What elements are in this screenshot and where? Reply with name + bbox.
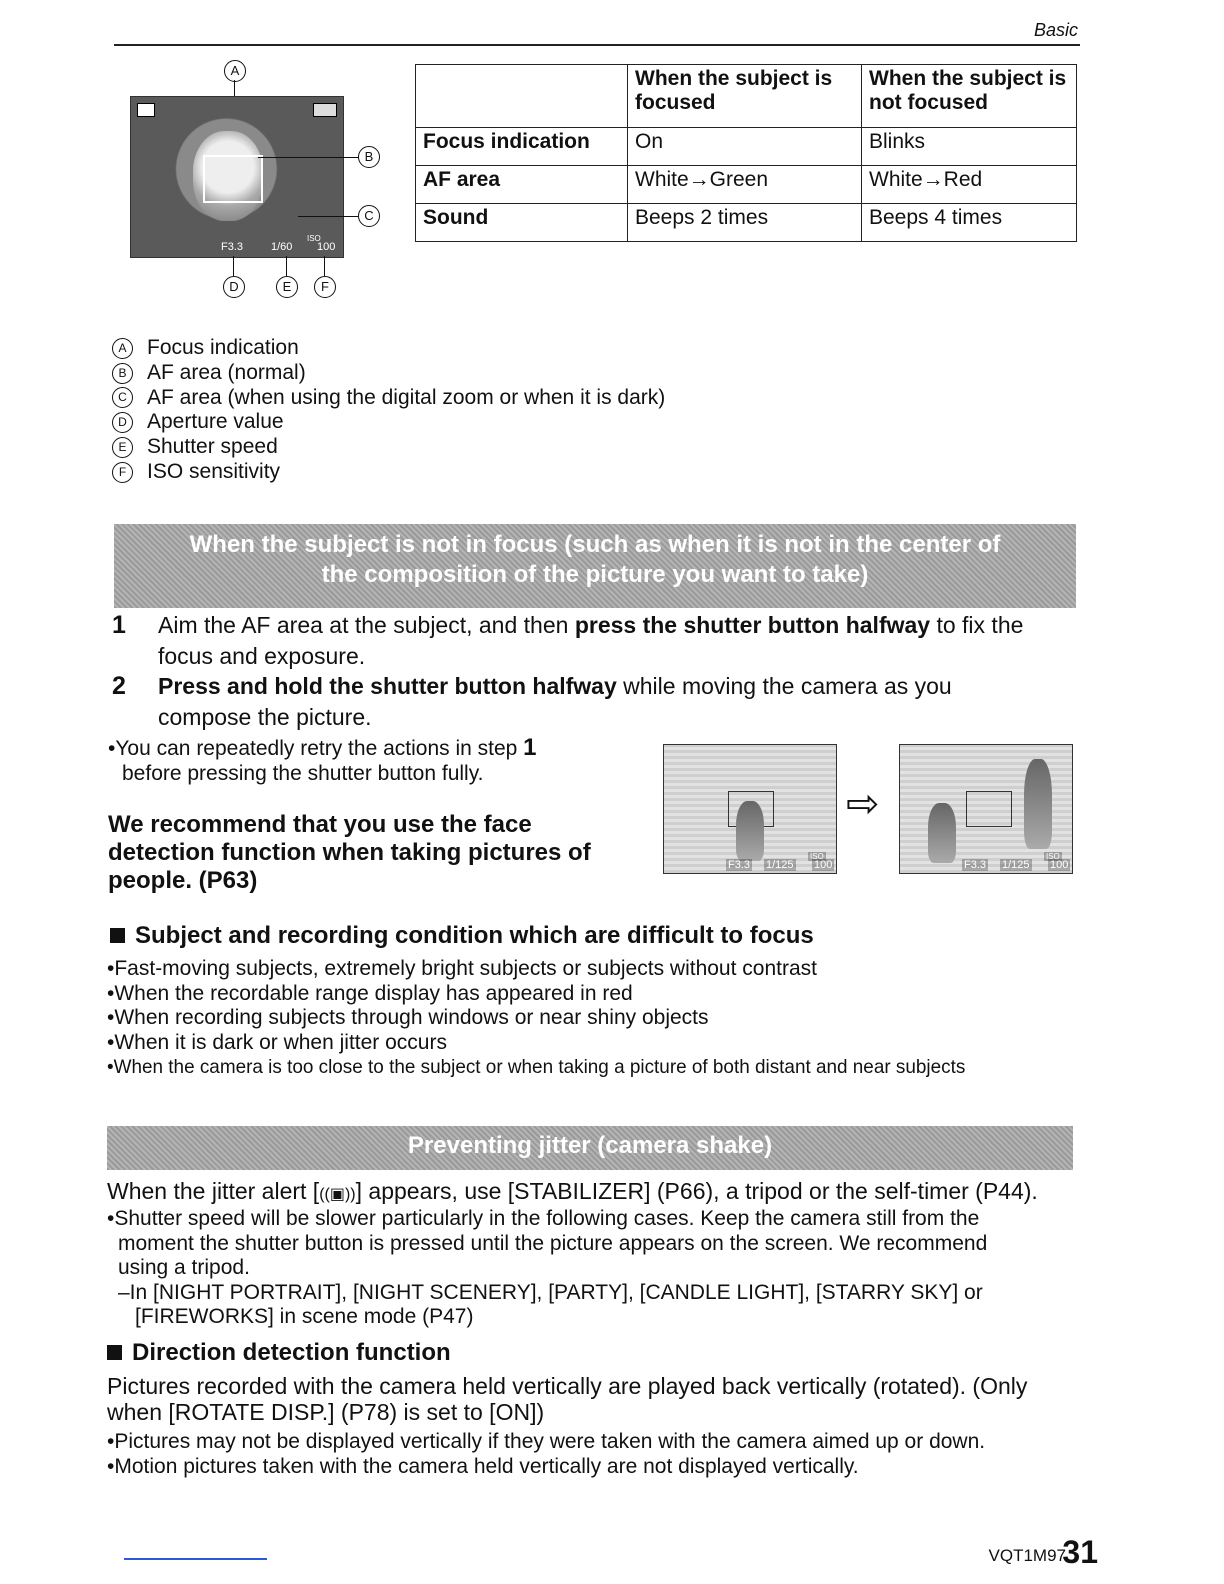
legend-text: Aperture value (147, 410, 284, 434)
document-code: VQT1M97 (988, 1546, 1066, 1565)
banner-line: When the subject is not in focus (such as when it is not in the center of (189, 531, 1001, 558)
camera-diagram (112, 60, 402, 310)
shutter-speed: 1/125 (766, 859, 794, 871)
jitter-intro-text: ] appears, use [STABILIZER] (P66), a tripod or the self-timer (P44). (355, 1178, 1038, 1204)
legend-mark: A (112, 338, 133, 359)
camera-mode-icon (137, 103, 155, 117)
step-2 (112, 671, 1092, 733)
subject-figure (1024, 759, 1052, 849)
table-cell: White→Green (628, 166, 862, 204)
callout-line-d (233, 256, 234, 276)
list-item: •When recording subjects through windows or near shiny objects (107, 1006, 709, 1029)
jitter-intro-text: When the jitter alert [ (107, 1178, 320, 1204)
section-banner-focus (114, 524, 1076, 608)
list-item: •Fast-moving subjects, extremely bright subjects or subjects without contrast (107, 957, 817, 980)
step-number: 2 (112, 672, 126, 700)
table-header-cell: When the subject is not focused (862, 65, 1077, 128)
retry-note-text: before pressing the shutter button fully. (122, 762, 484, 785)
heading-text: Subject and recording condition which are difficult to focus (135, 922, 814, 949)
list-item: •When it is dark or when jitter occurs (107, 1030, 447, 1054)
square-bullet-icon (110, 928, 125, 943)
table-header-row (416, 65, 1077, 128)
table-row (416, 128, 1077, 166)
table-row-label: AF area (416, 166, 628, 204)
shutter-speed: 1/125 (1002, 859, 1030, 871)
page-number: 31 (1062, 1534, 1098, 1570)
callout-line-e (286, 256, 287, 276)
battery-icon (313, 103, 337, 117)
legend-text: AF area (normal) (147, 360, 306, 384)
table-cell: Beeps 2 times (628, 204, 862, 242)
legend-item (112, 336, 665, 361)
composition-thumbnail-before (663, 744, 837, 874)
step-text-bold: press the shutter button halfway (574, 612, 931, 638)
table-row (416, 166, 1077, 204)
jitter-note-line: using a tripod. (118, 1256, 250, 1279)
jitter-note-line: •Shutter speed will be slower particularly in the following cases. Keep the camera still from the (107, 1207, 980, 1230)
legend-text: ISO sensitivity (147, 459, 281, 483)
step-text (158, 671, 1092, 733)
callout-f: F (314, 276, 336, 298)
callout-d: D (223, 276, 245, 298)
face-detection-recommendation (108, 811, 628, 895)
retry-note (108, 735, 628, 786)
jitter-scene-line: –In [NIGHT PORTRAIT], [NIGHT SCENERY], [PARTY], [CANDLE LIGHT], [STARRY SKY] or (118, 1280, 983, 1304)
jitter-notes (107, 1207, 1107, 1330)
callout-line-b (258, 157, 358, 158)
callout-e: E (276, 276, 298, 298)
iso-label: ISO (1046, 852, 1060, 861)
direction-detection-list (107, 1430, 1107, 1479)
focus-table (415, 64, 1077, 242)
legend-mark: E (112, 437, 133, 458)
header-rule (114, 44, 1080, 46)
difficult-focus-list (107, 957, 1107, 1080)
legend-item (112, 361, 665, 386)
shutter-speed: 1/60 (271, 241, 293, 253)
paragraph-line: Pictures recorded with the camera held vertically are played back vertically (rotated). (Only (107, 1373, 1028, 1399)
legend-mark: F (112, 462, 133, 483)
subject-figure (928, 803, 956, 863)
step-text-bold: Press and hold the shutter button halfway (158, 673, 617, 699)
legend-item (112, 410, 665, 435)
jitter-alert-icon: ((▣)) (319, 1186, 356, 1203)
step-text-part: Aim the AF area at the subject, and then (158, 612, 575, 638)
legend-text: AF area (when using the digital zoom or when it is dark) (147, 385, 666, 409)
diagram-legend (112, 336, 665, 485)
footer-underline (124, 1558, 267, 1560)
list-item: •When the recordable range display has appeared in red (107, 981, 633, 1005)
legend-item (112, 386, 665, 411)
section-banner-jitter: Preventing jitter (camera shake) (107, 1126, 1073, 1170)
legend-item (112, 435, 665, 460)
callout-line-f (324, 256, 325, 276)
jitter-note-line: moment the shutter button is pressed until the picture appears on the screen. We recommend (118, 1231, 988, 1255)
step-text-part: to fix the (930, 612, 1024, 638)
recommend-line: detection function when taking pictures of (108, 839, 591, 866)
af-area-box (203, 155, 263, 203)
recommend-line: people. (P63) (108, 867, 258, 894)
legend-text: Focus indication (147, 336, 299, 359)
difficult-focus-heading (110, 922, 814, 950)
table-row (416, 204, 1077, 242)
legend-mark: B (112, 363, 133, 384)
iso-label: ISO (810, 852, 824, 861)
section-label: Basic (1033, 20, 1078, 40)
iso-value: 100 (1050, 859, 1069, 871)
iso-label: ISO (307, 234, 321, 243)
direction-detection-heading (107, 1339, 451, 1367)
table-cell: Blinks (862, 128, 1077, 166)
list-item: •Motion pictures taken with the camera held vertically are not displayed vertically. (107, 1454, 859, 1478)
paragraph-line: when [ROTATE DISP.] (P78) is set to [ON]) (107, 1399, 545, 1425)
iso-value: 100 (317, 241, 336, 253)
jitter-scene-line: [FIREWORKS] in scene mode (P47) (135, 1305, 474, 1328)
direction-detection-paragraph (107, 1373, 1107, 1425)
arrow-right-icon: ⇨ (846, 782, 880, 826)
callout-a: A (224, 60, 246, 82)
legend-text: Shutter speed (147, 435, 278, 459)
step-number: 1 (112, 611, 126, 639)
step-1 (112, 610, 1092, 672)
table-header-cell (416, 65, 628, 128)
jitter-intro (107, 1178, 1107, 1208)
table-cell: White→Red (862, 166, 1077, 204)
table-cell: Beeps 4 times (862, 204, 1077, 242)
table-row-label: Focus indication (416, 128, 628, 166)
callout-c: C (358, 205, 380, 227)
iso-value: 100 (814, 859, 833, 871)
subject-figure (736, 801, 764, 861)
table-row-label: Sound (416, 204, 628, 242)
recommend-line: We recommend that you use the face (108, 811, 532, 838)
aperture-value: F3.3 (728, 859, 751, 871)
legend-mark: C (112, 387, 133, 408)
callout-line-c (298, 216, 358, 217)
list-item: •Pictures may not be displayed vertically if they were taken with the camera aimed up or down. (107, 1430, 986, 1453)
legend-item (112, 460, 665, 485)
square-bullet-icon (107, 1345, 122, 1360)
aperture-value: F3.3 (221, 241, 244, 253)
step-text (158, 610, 1092, 672)
step-text-part: focus and exposure. (158, 643, 366, 669)
step-text-part: compose the picture. (158, 704, 372, 730)
retry-note-step: 1 (523, 734, 537, 761)
banner-line: the composition of the picture you want to take) (321, 561, 869, 588)
table-header-cell: When the subject is focused (628, 65, 862, 128)
table-cell: On (628, 128, 862, 166)
af-area-box (966, 791, 1012, 827)
retry-note-text: •You can repeatedly retry the actions in step (108, 737, 524, 760)
aperture-value: F3.3 (964, 859, 987, 871)
camera-screen (130, 96, 344, 258)
list-item: •When the camera is too close to the subject or when taking a picture of both distant and near subjects (107, 1056, 966, 1078)
composition-thumbnail-after (899, 744, 1073, 874)
step-text-part: while moving the camera as you (616, 673, 952, 699)
callout-b: B (358, 146, 380, 168)
legend-mark: D (112, 412, 133, 433)
heading-text: Direction detection function (132, 1339, 451, 1366)
